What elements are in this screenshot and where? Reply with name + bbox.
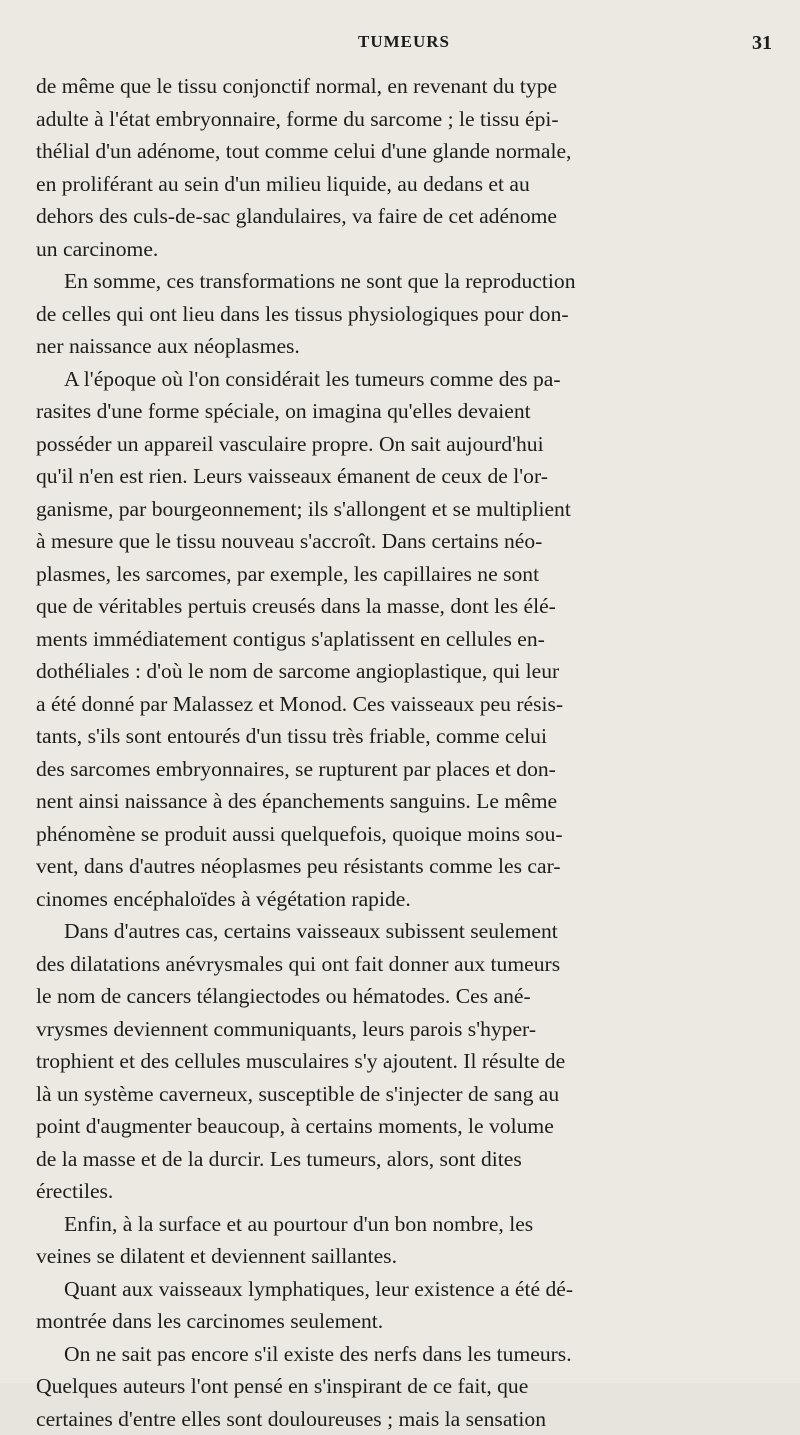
text-line: montrée dans les carcinomes seulement.	[36, 1305, 762, 1338]
text-line: phénomène se produit aussi quelquefois, quoique moins sou-	[36, 818, 762, 851]
text-line: vrysmes deviennent communiquants, leurs parois s'hyper-	[36, 1013, 762, 1046]
text-line: Quant aux vaisseaux lymphatiques, leur existence a été dé-	[36, 1273, 762, 1306]
text-line: à mesure que le tissu nouveau s'accroît. Dans certains néo-	[36, 525, 762, 558]
text-line: A l'époque où l'on considérait les tumeurs comme des pa-	[36, 363, 762, 396]
text-line: de celles qui ont lieu dans les tissus physiologiques pour don-	[36, 298, 762, 331]
text-line: de même que le tissu conjonctif normal, en revenant du type	[36, 70, 762, 103]
text-line: Enfin, à la surface et au pourtour d'un bon nombre, les	[36, 1208, 762, 1241]
running-header	[36, 32, 772, 56]
text-line: plasmes, les sarcomes, par exemple, les capillaires ne sont	[36, 558, 762, 591]
text-line: Quelques auteurs l'ont pensé en s'inspirant de ce fait, que	[36, 1370, 762, 1403]
text-line: certaines d'entre elles sont douloureuses ; mais la sensation	[36, 1403, 762, 1435]
text-line: ner naissance aux néoplasmes.	[36, 330, 762, 363]
text-line: rasites d'une forme spéciale, on imagina qu'elles devaient	[36, 395, 762, 428]
text-line: qu'il n'en est rien. Leurs vaisseaux émanent de ceux de l'or-	[36, 460, 762, 493]
text-line: En somme, ces transformations ne sont que la reproduction	[36, 265, 762, 298]
text-line: vent, dans d'autres néoplasmes peu résistants comme les car-	[36, 850, 762, 883]
text-line: ments immédiatement contigus s'aplatissent en cellules en-	[36, 623, 762, 656]
text-line: adulte à l'état embryonnaire, forme du sarcome ; le tissu épi-	[36, 103, 762, 136]
text-line: Dans d'autres cas, certains vaisseaux subissent seulement	[36, 915, 762, 948]
text-line: thélial d'un adénome, tout comme celui d'une glande normale,	[36, 135, 762, 168]
text-line: On ne sait pas encore s'il existe des nerfs dans les tumeurs.	[36, 1338, 762, 1371]
text-line: dothéliales : d'où le nom de sarcome angioplastique, qui leur	[36, 655, 762, 688]
text-line: en proliférant au sein d'un milieu liquide, au dedans et au	[36, 168, 762, 201]
text-line: que de véritables pertuis creusés dans la masse, dont les élé-	[36, 590, 762, 623]
text-line: des dilatations anévrysmales qui ont fait donner aux tumeurs	[36, 948, 762, 981]
text-line: a été donné par Malassez et Monod. Ces vaisseaux peu résis-	[36, 688, 762, 721]
text-line: ganisme, par bourgeonnement; ils s'allongent et se multiplient	[36, 493, 762, 526]
text-line: nent ainsi naissance à des épanchements sanguins. Le même	[36, 785, 762, 818]
text-line: érectiles.	[36, 1175, 762, 1208]
text-line: point d'augmenter beaucoup, à certains moments, le volume	[36, 1110, 762, 1143]
page-number: 31	[752, 32, 772, 55]
text-line: trophient et des cellules musculaires s'y ajoutent. Il résulte de	[36, 1045, 762, 1078]
text-line: veines se dilatent et deviennent saillantes.	[36, 1240, 762, 1273]
body-text	[36, 70, 762, 1435]
text-line: là un système caverneux, susceptible de s'injecter de sang au	[36, 1078, 762, 1111]
text-line: cinomes encéphaloïdes à végétation rapide.	[36, 883, 762, 916]
text-line: dehors des culs-de-sac glandulaires, va faire de cet adénome	[36, 200, 762, 233]
text-line: tants, s'ils sont entourés d'un tissu très friable, comme celui	[36, 720, 762, 753]
running-title: TUMEURS	[36, 32, 772, 52]
text-line: des sarcomes embryonnaires, se rupturent par places et don-	[36, 753, 762, 786]
text-line: posséder un appareil vasculaire propre. On sait aujourd'hui	[36, 428, 762, 461]
text-line: de la masse et de la durcir. Les tumeurs, alors, sont dites	[36, 1143, 762, 1176]
text-line: le nom de cancers télangiectodes ou hématodes. Ces ané-	[36, 980, 762, 1013]
text-line: un carcinome.	[36, 233, 762, 266]
